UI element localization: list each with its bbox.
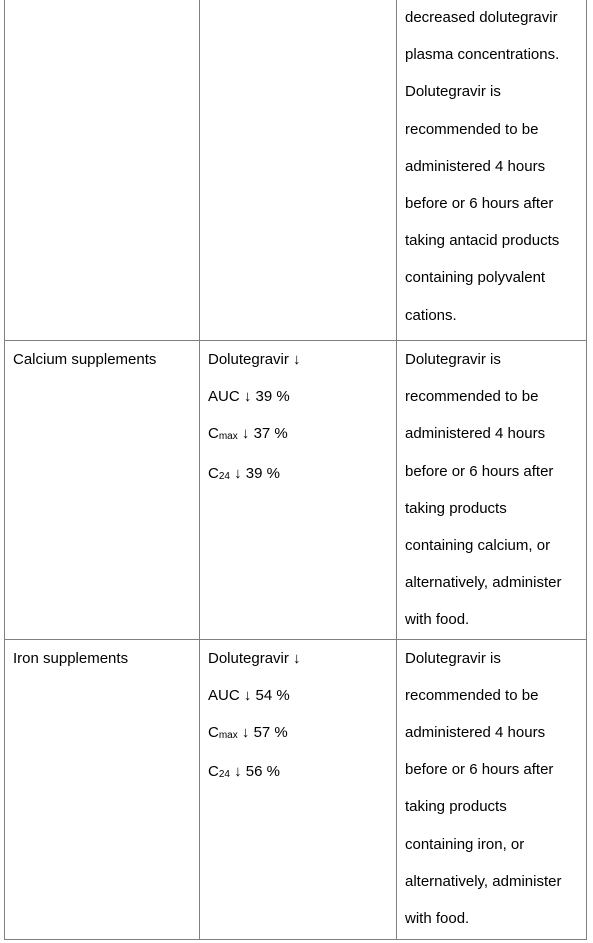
effect-cmax xyxy=(208,415,388,454)
recommendation-line: with food. xyxy=(405,611,470,629)
recommendation-line: Dolutegravir is xyxy=(405,83,501,101)
recommendation-line: plasma concentrations. xyxy=(405,46,560,64)
agent-name: Iron supplements xyxy=(13,649,129,667)
effect-cell xyxy=(200,0,397,341)
table-row xyxy=(5,639,587,939)
effect-auc: AUC ↓ 54 % xyxy=(208,686,290,704)
cmax-prefix: C xyxy=(208,425,219,443)
agent-cell xyxy=(5,639,200,939)
recommendation-line: Dolutegravir is xyxy=(405,649,501,667)
effect-auc: AUC ↓ 39 % xyxy=(208,388,290,406)
recommendation-cell xyxy=(397,341,587,640)
recommendation-line: cations. xyxy=(405,306,457,324)
effect-cmax xyxy=(208,714,388,753)
c24-value: ↓ 56 % xyxy=(229,763,280,781)
c24-subscript: 24 xyxy=(218,769,230,781)
cmax-value: ↓ 57 % xyxy=(237,724,288,742)
recommendation-line: alternatively, administer xyxy=(405,574,562,592)
recommendation-line: before or 6 hours after xyxy=(405,761,554,779)
c24-value: ↓ 39 % xyxy=(229,464,280,482)
recommendation-line: alternatively, administer xyxy=(405,872,562,890)
effect-c24 xyxy=(208,753,388,792)
recommendation-line: Dolutegravir is xyxy=(405,351,501,368)
recommendation-line: taking products xyxy=(405,798,507,816)
recommendation-line: before or 6 hours after xyxy=(405,195,554,213)
cmax-subscript: max xyxy=(218,431,238,443)
c24-prefix: C xyxy=(208,763,219,781)
recommendation-cell xyxy=(397,0,587,341)
cmax-prefix: C xyxy=(208,724,219,742)
recommendation-line: administered 4 hours xyxy=(405,157,546,175)
recommendation-line: containing iron, or xyxy=(405,835,525,853)
recommendation-line: administered 4 hours xyxy=(405,724,546,742)
interaction-table xyxy=(4,0,587,940)
agent-name: Calcium supplements xyxy=(13,351,157,368)
effect-cell xyxy=(200,341,397,640)
recommendation-cell xyxy=(397,639,587,939)
c24-prefix: C xyxy=(208,464,219,482)
recommendation-line: decreased dolutegravir xyxy=(405,9,558,26)
c24-subscript: 24 xyxy=(218,470,230,482)
effect-cell xyxy=(200,639,397,939)
recommendation-line: recommended to be xyxy=(405,120,539,138)
effect-drug: Dolutegravir ↓ xyxy=(208,351,301,368)
recommendation-line: containing calcium, or xyxy=(405,537,551,555)
table-row xyxy=(5,341,587,640)
recommendation-line: taking antacid products xyxy=(405,232,560,250)
recommendation-line: administered 4 hours xyxy=(405,425,546,443)
table-row xyxy=(5,0,587,341)
agent-cell xyxy=(5,0,200,341)
cmax-value: ↓ 37 % xyxy=(237,425,288,443)
agent-cell xyxy=(5,341,200,640)
recommendation-line: containing polyvalent xyxy=(405,269,546,287)
recommendation-line: before or 6 hours after xyxy=(405,462,554,480)
recommendation-line: recommended to be xyxy=(405,388,539,406)
effect-c24 xyxy=(208,455,388,494)
effect-drug: Dolutegravir ↓ xyxy=(208,649,301,667)
recommendation-line: recommended to be xyxy=(405,686,539,704)
cmax-subscript: max xyxy=(218,730,238,742)
recommendation-line: taking products xyxy=(405,499,507,517)
recommendation-line: with food. xyxy=(405,910,470,928)
